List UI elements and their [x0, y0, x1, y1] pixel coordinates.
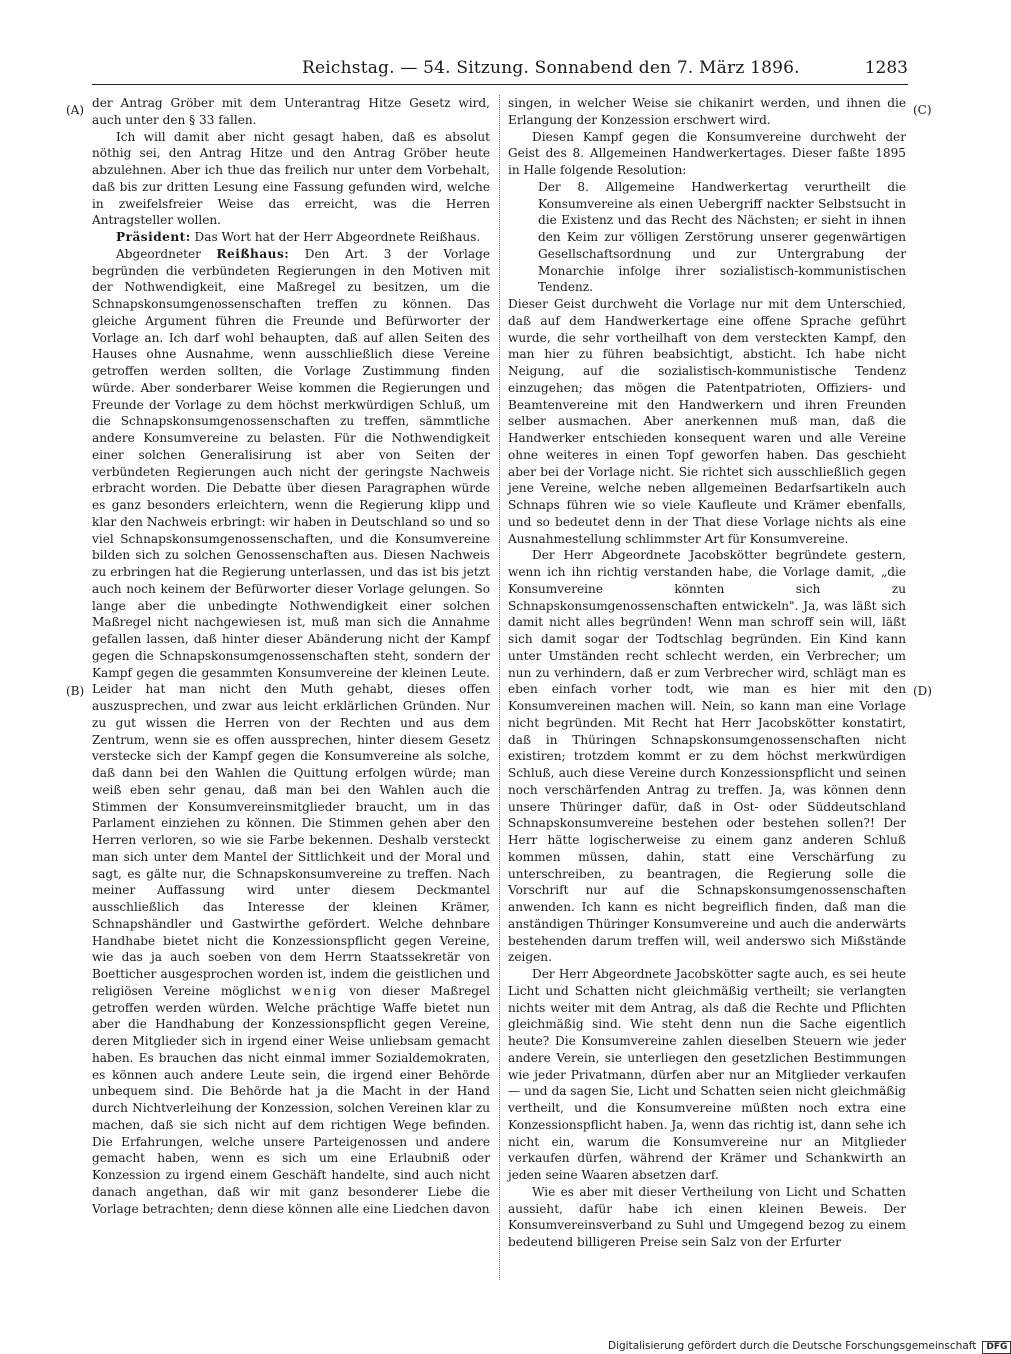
- speaker-name: Präsident:: [116, 230, 191, 244]
- page-number: 1283: [864, 58, 908, 78]
- column-divider: [499, 95, 500, 1280]
- paragraph: Diesen Kampf gegen die Konsumvereine durchweht der Geist des 8. Allgemeinen Handwerkertages. Dieser faßte 1895 in Halle folgende Resolution:: [508, 129, 906, 177]
- margin-marker-b: (B): [66, 684, 85, 698]
- resolution-quote: Der 8. Allgemeine Handwerkertag verurtheilt die Konsumvereine als einen Uebergriff nackter Selbstsucht in die Existenz und das Recht des Nächsten; er sieht in ihnen den Keim zur völligen Zerstörung unserer gegenwärtigen Gesellschaftsordnung und zur Untergrabung der Monarchie infolge ihrer sozialistisch-kommunistischen Tendenz.: [538, 179, 906, 295]
- speech-text: Den Art. 3 der Vorlage begründen die verbündeten Regierungen in den Motiven mit der Nothwendigkeit, eine Maßregel zu besitzen, um die Schnapskonsumgenossenschaften treffen zu können. Das gleiche Argument führen die Freunde und Befürworter der Vorlage an. Ich darf wohl behaupten, daß auf allen Seiten des Hauses ohne Ausnahme, wenn ausschließlich diese Vereine getroffen werden sollten, die Vorlage Zustimmung finden würde. Aber sonderbarer Weise kommen die Regierungen und Freunde der Vorlage zu dem höchst merkwürdigen Schluß, um die Schnapskonsumgenossenschaften zu treffen, sämmtliche andere Konsumvereine zu belasten. Für die Nothwendigkeit einer solchen Generalisirung ist aber von Seiten der verbündeten Regierungen auch nicht der geringste Nachweis erbracht worden. Die Debatte über diesen Paragraphen würde es ganz besonders erleichtern, wenn die Regierung klipp und klar den Nachweis erbringt: wir haben in Deutschland so und so viel Schnapskonsumgenossenschaften, und die Konsumvereine bilden sich zu solchen Genossenschaften aus. Diesen Nachweis zu erbringen hat die Regierung unterlassen, und das ist bis jetzt auch noch keinem der Befürworter dieser Vorlage gelungen. So lange aber die unbedingte Nothwendigkeit einer solchen Maßregel nicht nachgewiesen ist, muß man sich die Annahme gefallen lassen, daß hinter dieser Abänderung nicht der Kampf gegen die Schnapskonsumgenossenschaften steht, sondern der Kampf gegen die gesammten Konsumvereine der kleinen Leute. Leider hat man nicht den Muth gehabt, dieses offen auszusprechen, und zwar aus leicht erklärlichen Gründen. Nur zu gut wissen die Herren von der Rechten und aus dem Zentrum, wenn sie es offen aussprechen, hinter diesem Gesetz verstecke sich der Kampf gegen die Konsumvereine als solche, daß dann bei den Wahlen die Quittung erfolgen würde; man weiß eben sehr genau, daß man bei den Wahlen auch die Stimmen der Konsumvereinsmitglieder braucht, um in das Parlament einziehen zu können. Die Stimmen gehen aber den Herren verloren, so wie sie Farbe bekennen. Deshalb versteckt man sich unter dem Mantel der Sittlichkeit und der Moral und sagt, es gälte nur, die Schnapskonsumvereine zu treffen. Nach meiner Auffassung wird unter diesem Deckmantel ausschließlich das Interesse der kleinen Krämer, Schnapshändler und Gastwirthe gefördert. Welche dehnbare Handhabe bietet nicht die Konzessionspflicht gegen Vereine, wie das ja auch soeben von dem Herrn Staatssekretär von Boetticher ausgesprochen worden ist, indem die geistlichen und religiösen Vereine möglichst: [92, 246, 490, 998]
- dfg-logo: DFG: [982, 1341, 1011, 1354]
- paragraph: Dieser Geist durchweht die Vorlage nur mit dem Unterschied, daß auf dem Handwerkertage eine offene Sprache geführt wurde, die sehr vortheilhaft von dem versteckten Kampf, den man hier zu führen beabsichtigt, absticht. Ich habe nicht Neigung, auf die sozialistisch-kommunistische Tendenz einzugehen; das mögen die Patentpatrioten, Offiziers- und Beamtenvereine mit den Handwerkern und ihren Freunden selber ausmachen. Aber anerkennen muß man, daß die Handwerker entschieden konsequent waren und alle Vereine ohne weiteres in einen Topf geworfen haben. Das geschieht aber bei der Vorlage nicht. Sie richtet sich ausschließlich gegen jene Vereine, welche neben allgemeinen Bedarfsartikeln auch Schnaps führen wie so viele Kaufleute und Krämer ebenfalls, und so bedeutet denn in der That diese Vorlage nichts als eine Ausnahmestellung schlimmster Art für Konsumvereine.: [508, 297, 906, 546]
- running-head: Reichstag. — 54. Sitzung. Sonnabend den 7. März 1896.: [302, 58, 800, 78]
- page-header: [92, 58, 908, 84]
- speaker-paragraph: [92, 229, 490, 246]
- paragraph: Ich will damit aber nicht gesagt haben, daß es absolut nöthig sei, den Antrag Hitze und den Antrag Gröber heute abzulehnen. Aber ich thue das freilich nur unter dem Vorbehalt, daß bis zur dritten Lesung eine Fassung gefunden wird, welche in zweifelsfreier Weise das erreicht, was die Herren Antragsteller wollen.: [92, 129, 490, 228]
- header-rule: [92, 84, 908, 85]
- paragraph: der Antrag Gröber mit dem Unterantrag Hitze Gesetz wird, auch unter den § 33 fallen.: [92, 96, 490, 127]
- right-column: [508, 95, 906, 1251]
- margin-marker-a: (A): [66, 103, 85, 117]
- paragraph: singen, in welcher Weise sie chikanirt werden, und ihnen die Erlangung der Konzession erschwert wird.: [508, 96, 906, 127]
- emphasis: wenig: [291, 983, 339, 998]
- margin-marker-c: (C): [913, 103, 932, 117]
- margin-marker-d: (D): [913, 684, 932, 698]
- speech-text: von dieser Maßregel getroffen werden würden. Welche prächtige Waffe bietet nun aber die Handhabung der Konzessionspflicht gegen Vereine, deren Mitglieder sich in irgend einer Weise unliebsam gemacht haben. Es brauchen das nicht einmal immer Sozialdemokraten, es können auch andere Leute sein, die irgend einer Behörde unbequem sind. Die Behörde hat ja die Macht in der Hand durch Nichtverleihung der Konzession, solchen Vereinen klar zu machen, daß sie sich nicht auf dem richtigen Wege befinden. Die Erfahrungen, welche unsere Parteigenossen und andere gemacht haben, wenn es sich um eine Erlaubniß oder Konzession zu irgend einem Geschäft handelte, sind auch nicht danach angethan, daß wir mit ganz besonderer Liebe die Vorlage betrachten; denn diese können alle eine Liedchen davon: [92, 983, 490, 1216]
- paragraph: Der Herr Abgeordnete Jacobskötter begründete gestern, wenn ich ihn richtig verstanden habe, die Vorlage damit, „die Konsumvereine könnten sich zu Schnapskonsumgenossenschaften entwickeln". Ja, was läßt sich damit nicht alles begründen! Wenn man schroff sein will, läßt sich damit sogar der Todtschlag begründen. Ein Kind kann unter Umständen recht schlecht werden, ein Verbrecher; um nun zu verhindern, daß er zum Verbrecher wird, schlägt man es eben einfach vorher todt, wie man es hier mit den Konsumvereinen machen will. Nein, so kann man eine Vorlage nicht begründen. Mit Recht hat Herr Jacobskötter konstatirt, daß in Thüringen Schnapskonsumgenossenschaften nicht existiren; trotzdem kommt er zu dem höchst merkwürdigen Schluß, auch diese Vereine durch Konzessionspflicht und seinen noch verschärfenden Antrag zu treffen. Ja, was können denn unsere Thüringer dafür, daß in Ost- oder Süddeutschland Schnapskonsumvereine bestehen oder bestehen sollen?! Der Herr hätte logischerweise zu einem ganz anderen Schluß kommen müssen, dahin, statt eine Verschärfung zu unterschreiben, zu beantragen, die Regierung solle die Vorschrift nur auf die Schnapskonsumgenossenschaften anwenden. Ich kann es nicht begreiflich finden, daß man die anständigen Thüringer Konsumvereine und auch die anderwärts bestehenden darum treffen will, weil anderswo sich Mißstände zeigen.: [508, 548, 906, 965]
- speaker-prefix: Abgeordneter: [116, 246, 217, 261]
- speaker-paragraph: [92, 246, 490, 1218]
- paragraph: Der Herr Abgeordnete Jacobskötter sagte auch, es sei heute Licht und Schatten nicht gleichmäßig vertheilt; sie verlangten nichts weiter mit dem Antrag, als daß die Rechte und Pflichten gleichmäßig sind. Wie steht denn nun die Sache eigentlich heute? Die Konsumvereine zahlen dieselben Steuern wie jeder andere Verein, sie unterliegen den gesetzlichen Bestimmungen wie jeder Privatmann, dürfen aber nur an Mitglieder verkaufen — und da sagen Sie, Licht und Schatten seien nicht gleichmäßig vertheilt, und die Konsumvereine müßten noch extra eine Konzessionspflicht haben. Ja, wenn das richtig ist, dann sehe ich nicht ein, warum die Konsumvereine nur an Mitglieder verkaufen dürfen, während der Krämer und Schankwirth an jeden seine Waaren absetzen darf.: [508, 967, 906, 1182]
- funding-note: Digitalisierung gefördert durch die Deutsche Forschungsgemeinschaft: [608, 1340, 977, 1352]
- left-column: [92, 95, 490, 1217]
- speech-text: Das Wort hat der Herr Abgeordnete Reißhaus.: [190, 230, 481, 244]
- paragraph: Wie es aber mit dieser Vertheilung von Licht und Schatten aussieht, dafür habe ich einen kleinen Beweis. Der Konsumvereinsverband zu Suhl und Umgegend bezog zu einem bedeutend billigeren Preise sein Salz von der Erfurter: [508, 1184, 906, 1249]
- footer: [608, 1340, 1011, 1354]
- speaker-name: Reißhaus:: [216, 246, 290, 261]
